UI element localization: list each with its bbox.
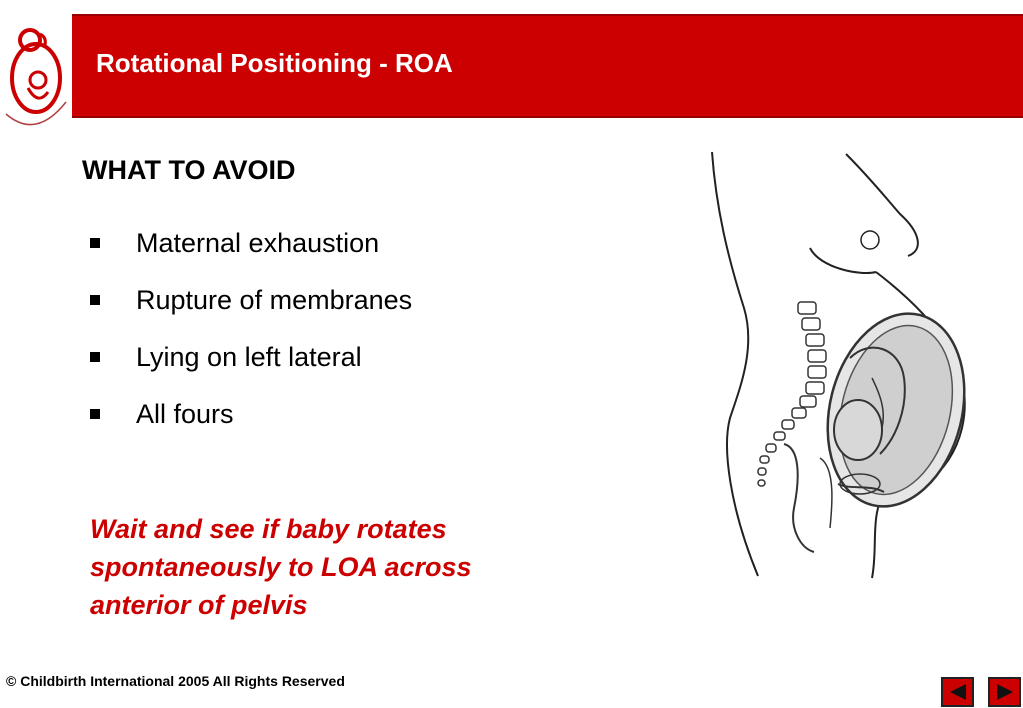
pregnant-woman-cross-section-icon [700,148,980,588]
bullet-list [90,224,412,452]
square-bullet-icon [90,295,100,305]
copyright-footer: © Childbirth International 2005 All Rights Reserved [6,673,345,689]
previous-slide-button[interactable] [941,677,974,707]
bullet-text: Lying on left lateral [136,342,362,372]
title-bar [72,14,1023,118]
section-heading: WHAT TO AVOID [82,155,296,185]
square-bullet-icon [90,409,100,419]
square-bullet-icon [90,352,100,362]
list-item [90,224,412,281]
bullet-text: Maternal exhaustion [136,228,380,258]
list-item [90,281,412,338]
note-text: Wait and see if baby rotates spontaneously to LOA across anterior of pelvis [90,514,472,620]
bullet-text: Rupture of membranes [136,285,413,315]
arrow-left-icon [948,683,968,701]
illustration [700,148,980,588]
list-item [90,395,412,452]
page-title: Rotational Positioning - ROA [96,48,453,78]
square-bullet-icon [90,238,100,248]
next-slide-button[interactable] [988,677,1021,707]
logo [0,14,72,136]
mother-baby-logo-icon [0,14,72,136]
bullet-text: All fours [136,399,234,429]
list-item [90,338,412,395]
arrow-right-icon [995,683,1015,701]
